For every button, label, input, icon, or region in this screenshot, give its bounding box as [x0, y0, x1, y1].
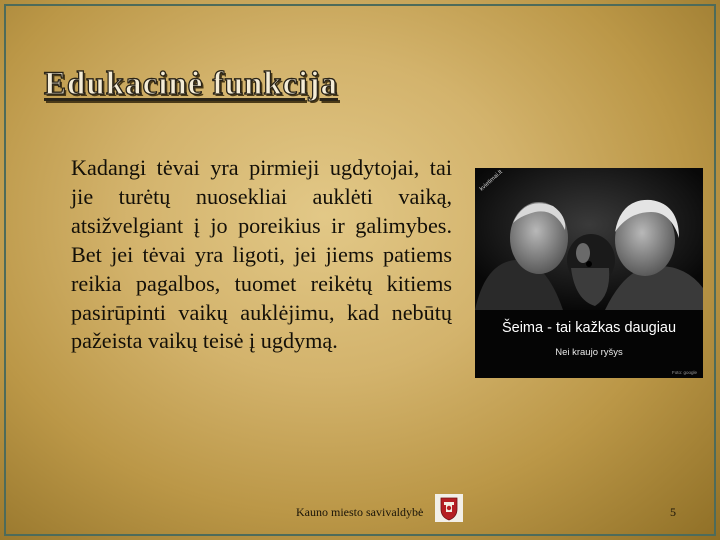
footer-organization: Kauno miesto savivaldybė: [296, 505, 424, 519]
photo-subcaption: Nei kraujo ryšys: [555, 347, 623, 358]
family-photo: [475, 168, 703, 378]
photo-stamp: kvietimai.lt: [479, 169, 504, 193]
slide-body-text: Kadangi tėvai yra pirmieji ugdytojai, tai jie turėtų nuosekliai auklėti vaiką, atsižvelgiant į jo poreikius ir galimybes. Bet jei tėvai yra ligoti, jei jiems patiems reikia pagalbos, tuomet reikėtų kitiems pasirūpinti vaikų auklėjimu, kad nebūtų pažeista vaikų teisė į ugdymą.: [71, 155, 452, 354]
kaunas-coat-of-arms-icon: [435, 494, 463, 522]
page-number: 5: [670, 505, 676, 519]
photo-caption: Šeima - tai kažkas daugiau: [501, 320, 677, 336]
slide-title: Edukacinė funkcija: [44, 66, 338, 102]
photo-credit: Foto: google: [671, 370, 697, 375]
